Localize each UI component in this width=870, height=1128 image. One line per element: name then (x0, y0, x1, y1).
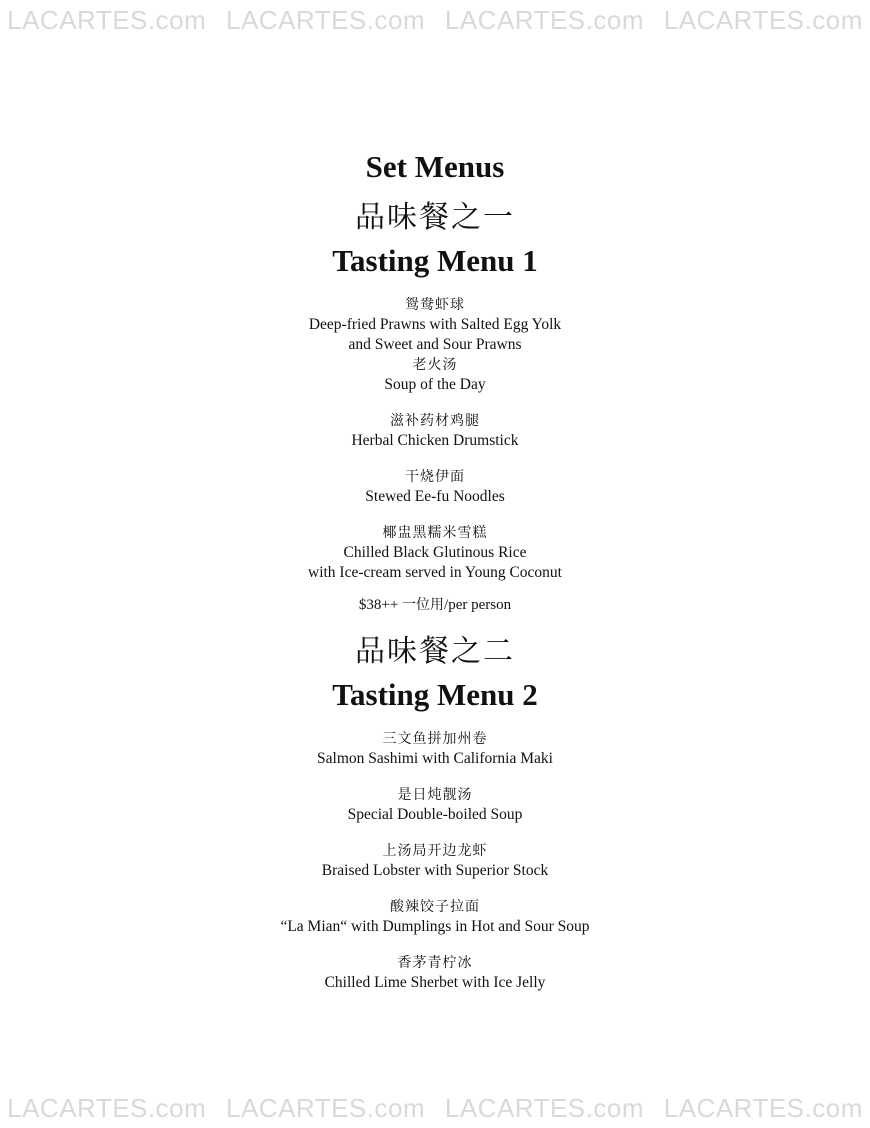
page-title: Set Menus (365, 149, 505, 184)
dish-item (0, 897, 870, 937)
price-amount: $38++ (358, 597, 399, 613)
price-unit-cn: 一位用 (402, 597, 445, 613)
watermark-text: LACARTES.com (444, 1093, 644, 1123)
dish-name-en: Herbal Chicken Drumstick (351, 432, 519, 449)
watermark-text: LACARTES.com (444, 5, 644, 35)
watermark-text: LACARTES.com (663, 5, 863, 35)
dish-item (0, 841, 870, 881)
dish-item (0, 295, 870, 355)
dish-name-cn: 三文鱼拼加州卷 (382, 731, 488, 747)
section-title-cn: 品味餐之二 (355, 634, 515, 669)
dish-name-cn: 上汤局开边龙虾 (382, 843, 488, 859)
dish-name-en: Chilled Black Glutinous Rice (343, 544, 527, 561)
dish-name-cn: 滋补药材鸡腿 (390, 413, 480, 429)
menu-section-2 (0, 629, 870, 993)
dish-name-cn: 是日炖靓汤 (397, 787, 473, 803)
dish-name-en: Soup of the Day (384, 376, 486, 393)
dish-name-en: Braised Lobster with Superior Stock (321, 862, 549, 879)
dish-name-cn: 香茅青柠冰 (397, 955, 473, 971)
price-line (0, 595, 870, 615)
watermark-text: LACARTES.com (225, 1093, 426, 1123)
watermark-text: LACARTES.com (663, 1093, 863, 1123)
dish-list (0, 729, 870, 993)
section-title-en: Tasting Menu 2 (332, 677, 538, 712)
dish-item (0, 785, 870, 825)
dish-item (0, 523, 870, 583)
dish-name-en: “La Mian“ with Dumplings in Hot and Sour Soup (280, 918, 590, 935)
watermark-text: LACARTES.com (7, 1093, 207, 1123)
dish-name-cn: 椰盅黑糯米雪糕 (382, 525, 488, 541)
dish-name-en: Chilled Lime Sherbet with Ice Jelly (324, 974, 546, 991)
section-title-en: Tasting Menu 1 (332, 243, 538, 278)
dish-name-cn: 酸辣饺子拉面 (390, 899, 480, 915)
dish-item (0, 355, 870, 395)
dish-name-en: with Ice-cream served in Young Coconut (308, 564, 562, 581)
menu-page (0, 145, 870, 1009)
dish-name-cn: 老火汤 (412, 357, 458, 373)
dish-name-en: and Sweet and Sour Prawns (348, 336, 522, 353)
dish-name-en: Deep-fried Prawns with Salted Egg Yolk (308, 316, 562, 333)
watermark-text: LACARTES.com (225, 5, 426, 35)
dish-item (0, 953, 870, 993)
section-title-cn: 品味餐之一 (355, 200, 515, 235)
dish-item (0, 411, 870, 451)
dish-item (0, 467, 870, 507)
dish-item (0, 729, 870, 769)
price-unit-en: /per person (444, 597, 512, 613)
dish-list (0, 295, 870, 615)
dish-name-en: Special Double-boiled Soup (347, 806, 523, 823)
dish-name-cn: 干烧伊面 (405, 469, 465, 485)
watermark-bottom (0, 1088, 870, 1128)
dish-name-cn: 鸳鸯虾球 (405, 297, 465, 313)
watermark-top (0, 0, 870, 40)
watermark-text: LACARTES.com (7, 5, 207, 35)
dish-name-en: Salmon Sashimi with California Maki (317, 750, 553, 767)
dish-name-en: Stewed Ee-fu Noodles (365, 488, 505, 505)
menu-section-1 (0, 195, 870, 615)
